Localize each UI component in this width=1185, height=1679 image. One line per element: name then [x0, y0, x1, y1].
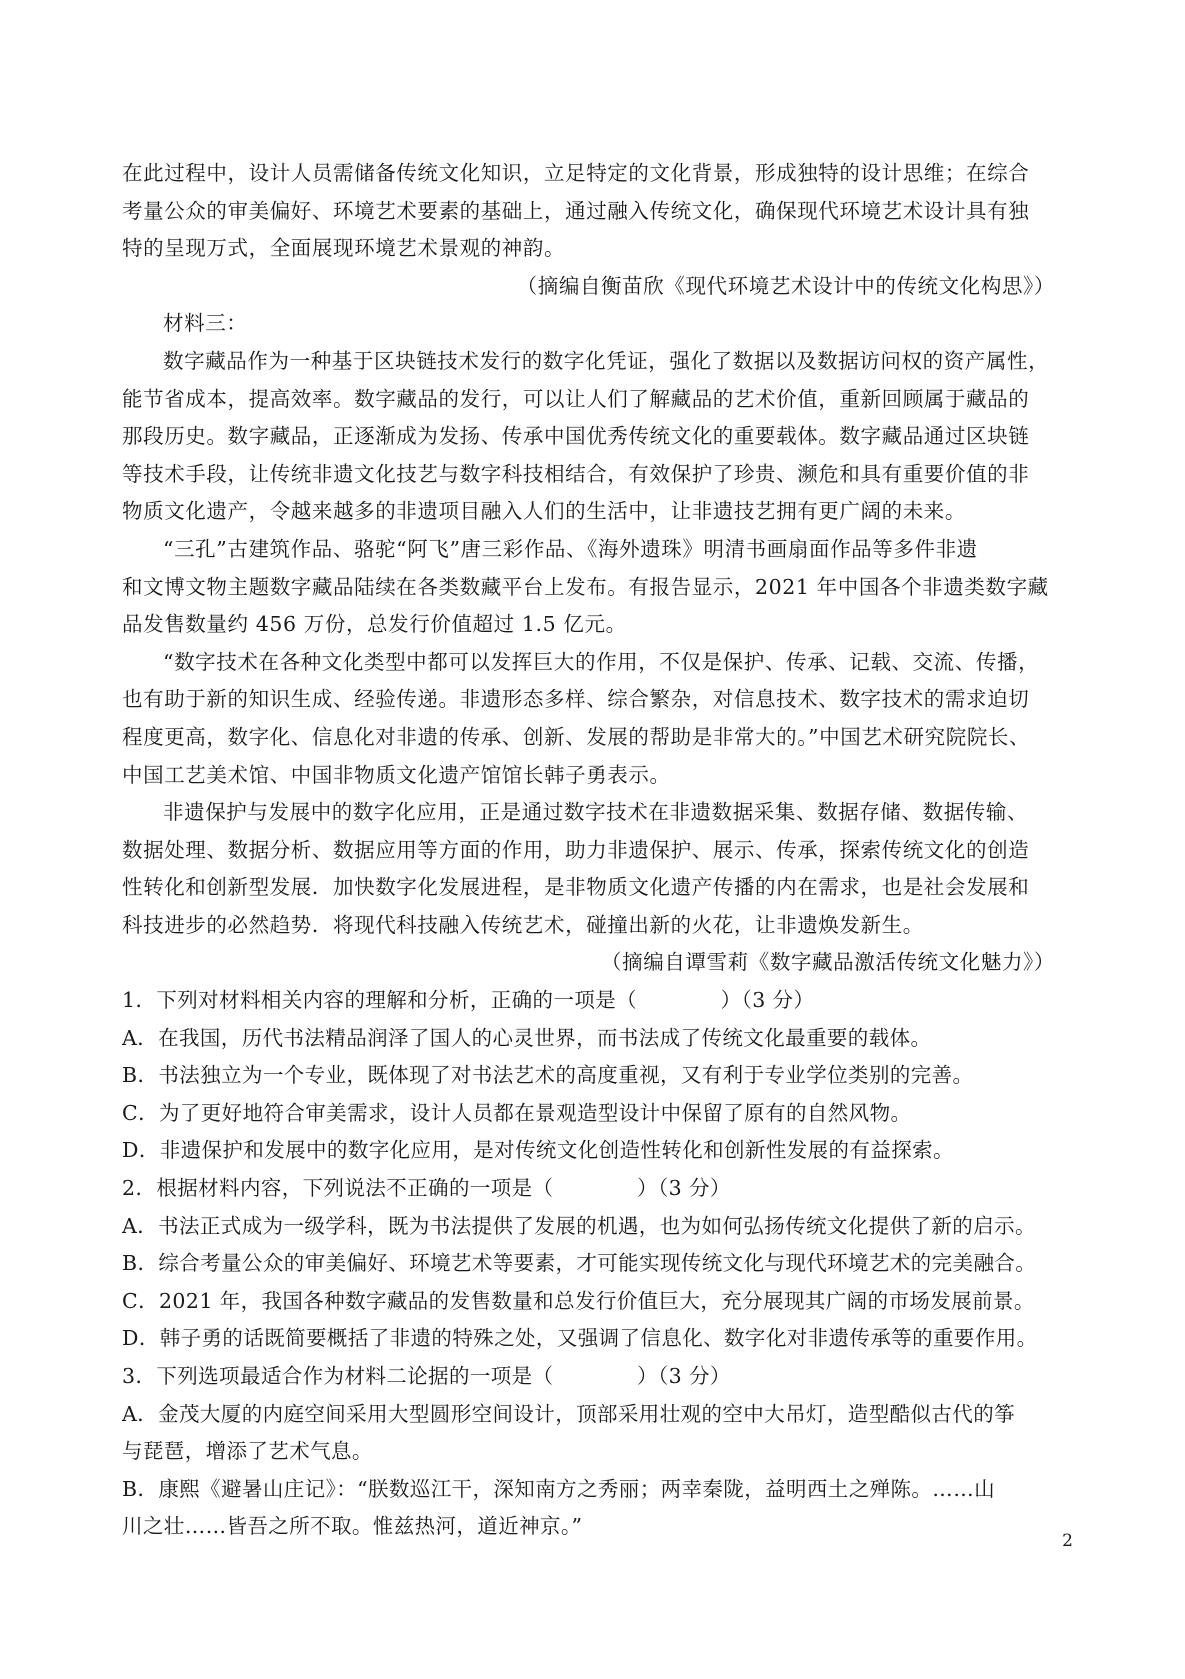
question-2-stem: 2．根据材料内容，下列说法不正确的一项是（ ）（3 分） [122, 1176, 731, 1201]
question-1-option-b: B．书法独立为一个专业，既体现了对书法艺术的高度重视，又有利于专业学位类别的完善。 [122, 1063, 974, 1088]
question-2-option-b: B．综合考量公众的审美偏好、环境艺术等要素，才可能实现传统文化与现代环境艺术的完美融合。 [122, 1251, 1037, 1276]
paragraph-line: 能节省成本，提高效率。数字藏品的发行，可以让人们了解藏品的艺术价值，重新回顾属于藏品的 [122, 386, 1030, 411]
question-3-option-b-cont: 川之壮……皆吾之所不取。惟兹热河，道近神京。” [122, 1514, 583, 1539]
question-2-option-d: D．韩子勇的话既简要概括了非遗的特殊之处，又强调了信息化、数字化对非遗传承等的重要作用。 [122, 1326, 1038, 1351]
paragraph-line: 那段历史。数字藏品，正逐渐成为发扬、传承中国优秀传统文化的重要载体。数字藏品通过区块链 [122, 424, 1030, 449]
question-2-option-a: A．书法正式成为一级学科，既为书法提供了发展的机遇，也为如何弘扬传统文化提供了新的启示。 [122, 1213, 1036, 1238]
paragraph-line: “数字技术在各种文化类型中都可以发挥巨大的作用，不仅是保护、传承、记载、交流、传播， [163, 649, 1040, 674]
paragraph-line: 程度更高，数字化、信息化对非遗的传承、创新、发展的帮助是非常大的。”中国艺术研究院院长、 [122, 724, 1031, 749]
question-1-option-a: A．在我国，历代书法精品润泽了国人的心灵世界，而书法成了传统文化最重要的载体。 [122, 1025, 932, 1050]
question-1-option-d: D．非遗保护和发展中的数字化应用，是对传统文化创造性转化和创新性发展的有益探索。 [122, 1138, 954, 1163]
paragraph-line: 品发售数量约 456 万份，总发行价值超过 1.5 亿元。 [122, 612, 627, 637]
question-2-option-c: C．2021 年，我国各种数字藏品的发售数量和总发行价值巨大，充分展现其广阔的市场发展前景。 [122, 1288, 1035, 1313]
paragraph-line: 等技术手段，让传统非遗文化技艺与数字科技相结合，有效保护了珍贵、濒危和具有重要价值的非 [122, 461, 1030, 486]
paragraph-line: 中国工艺美术馆、中国非物质文化遗产馆馆长韩子勇表示。 [122, 762, 671, 787]
question-3-option-b: B．康熙《避暑山庄记》：“朕数巡江干，深知南方之秀丽；两幸秦陇，益明西土之殚陈。……山 [122, 1476, 995, 1501]
paragraph-line: 在此过程中，设计人员需储备传统文化知识，立足特定的文化背景，形成独特的设计思维；在综合 [122, 161, 1030, 185]
paragraph-line: 科技进步的必然趋势．将现代科技融入传统艺术，碰撞出新的火花，让非遗焕发新生。 [122, 912, 924, 937]
paragraph-line: 物质文化遗产，令越来越多的非遗项目融入人们的生活中，让非遗技艺拥有更广阔的未来。 [122, 499, 966, 524]
paragraph-line: 数据处理、数据分析、数据应用等方面的作用，助力非遗保护、展示、传承，探索传统文化的创造 [122, 837, 1030, 862]
page-number: 2 [1062, 1531, 1073, 1551]
paragraph-line: 数字藏品作为一种基于区块链技术发行的数字化凭证，强化了数据以及数据访问权的资产属性， [163, 348, 1050, 373]
paragraph-line: 考量公众的审美偏好、环境艺术要素的基础上，通过融入传统文化，确保现代环境艺术设计具有独 [122, 198, 1030, 223]
paragraph-line: 特的呈现万式，全面展现环境艺术景观的神韵。 [122, 236, 566, 261]
paragraph-line: 非遗保护与发展中的数字化应用，正是通过数字技术在非遗数据采集、数据存储、数据传输、 [163, 800, 1029, 825]
question-3-option-a: A．金茂大厦的内庭空间采用大型圆形空间设计，顶部采用壮观的空中大吊灯，造型酷似古代的筝 [122, 1401, 1016, 1426]
section-heading: 材料三： [163, 311, 248, 336]
paragraph-line: 性转化和创新型发展．加快数字化发展进程，是非物质文化遗产传播的内在需求，也是社会发展和 [122, 875, 1030, 900]
document-page [122, 155, 1067, 1546]
paragraph-line: “三孔”古建筑作品、骆驼“阿飞”唐三彩作品、《海外遗珠》明清书画扇面作品等多件非遗 [163, 536, 978, 561]
question-3-stem: 3．下列选项最适合作为材料二论据的一项是（ ）（3 分） [122, 1364, 731, 1388]
paragraph-line: 和文博文物主题数字藏品陆续在各类数藏平台上发布。有报告显示，2021 年中国各个非遗类数字藏 [122, 574, 1049, 599]
question-1-stem: 1．下列对材料相关内容的理解和分析，正确的一项是（ ）（3 分） [122, 988, 815, 1013]
question-1-option-c: C．为了更好地符合审美需求，设计人员都在景观造型设计中保留了原有的自然风物。 [122, 1100, 912, 1125]
paragraph-line: 也有助于新的知识生成、经验传递。非遗形态多样、综合繁杂，对信息技术、数字技术的需求迫切 [122, 687, 1030, 712]
source-citation: （摘编自谭雪莉《数字藏品激活传统文化魅力》） [601, 950, 1055, 975]
source-citation: （摘编自衡苗欣《现代环境艺术设计中的传统文化构思》） [516, 273, 1055, 298]
question-3-option-a-cont: 与琵琶，增添了艺术气息。 [122, 1439, 373, 1464]
